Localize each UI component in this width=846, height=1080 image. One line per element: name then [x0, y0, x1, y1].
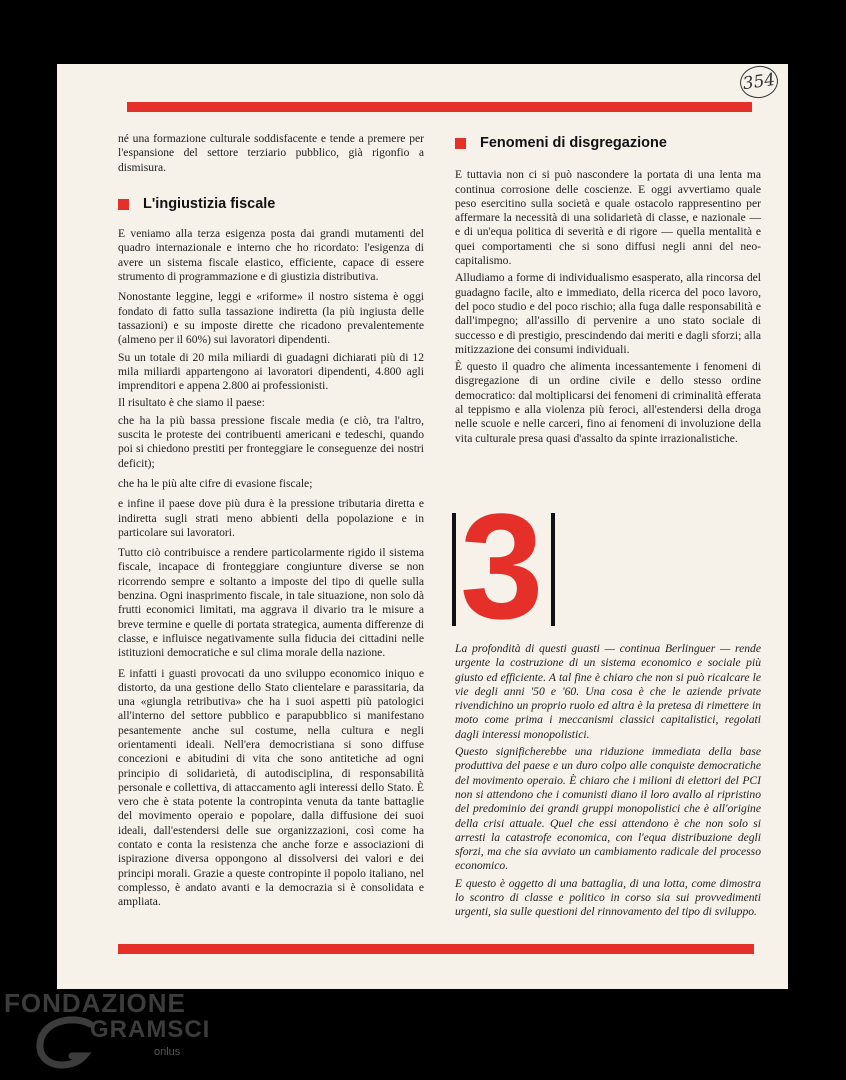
italic-paragraph: E questo è oggetto di una battaglia, di una lotta, come dimostra lo scontro di classe e politico in corso sia sui provvedimenti urgenti, sia sulle questioni del rinnovamento del tipo di sviluppo.	[455, 876, 761, 919]
paragraph: Nonostante leggine, leggi e «riforme» il nostro sistema è oggi fondato di fatto sulla tassazione indiretta (la più ingiusta delle tassazioni) e su imposte dirette che ricadono prevalentemente (almeno per il 60%) sui lavoratori dipendenti.	[118, 290, 424, 347]
paragraph: E infatti i guasti provocati da uno sviluppo economico iniquo e distorto, da una gestione dello Stato clientelare e parassitaria, da una «giungla retributiva» che ha i suoi aspetti più patologici all'interno del settore pubblico e parapubblico si manifestano pesantemente anche sul costume, nella cultura e negli orientamenti ideali. Nell'era democristiana si sono diffuse concezioni e abitudini di vita che sono antitetiche ad ogni principio di solidarietà, di autodisciplina, di responsabilità personale e collettiva, di attaccamento agli interessi dello Stato. È vero che è stata potente la contropinta venuta da tante battaglie del movimento operaio e popolare, dalla diffusione dei suoi ideali, dall'estendersi delle sue organizzazioni, così come ha contato e conta la resistenza che anche forze e associazioni di ispirazione diversa oppongono al dissolversi dei valori e dei principi morali. Grazie a queste contropinte il popolo italiano, nel complesso, è andato avanti e la democrazia si è consolidata e ampliata.	[118, 666, 424, 909]
italic-paragraph: Questo significherebbe una riduzione immediata della base produttiva del paese e un duro colpo alle conquiste democratiche del movimento operaio. È chiaro che i milioni di elettori del PCI non si attendono che i comunisti diano il loro avallo al ripristino del predominio dei grandi gruppi monopolistici che è all'origine della crisi attuale. Quel che essi attendono è che non solo si arresti la catastrofe economica, con l'equa distribuzione degli sforzi, ma che sia avviato un cambiamento radicale del processo economico.	[455, 745, 761, 873]
paragraph: Su un totale di 20 mila miliardi di guadagni dichiarati più di 12 mila miliardi appartengono ai lavoratori dipendenti, 4.800 agli imprenditori e appena 2.800 ai professionisti.	[118, 350, 424, 393]
paragraph: che ha le più alte cifre di evasione fiscale;	[118, 476, 313, 490]
chapter-number-block	[452, 482, 562, 650]
chapter-number-right-bar	[551, 513, 555, 626]
heading-square-icon	[455, 138, 466, 149]
logo-line-3: onlus	[154, 1046, 181, 1058]
section-heading-fiscal	[118, 197, 424, 211]
paragraph: E tuttavia non ci si può nascondere la portata di una lenta ma continua corrosione delle coscienze. E oggi avvertiamo quale peso esercitino sulla società e quale ostacolo rappresentino per affermare la necessità di una solidarietà di classe, e nazionale — e di un'equa politica di severità e di rigore — quella mentalità e quei comportamenti che si sono diffusi negli anni del neo-capitalismo.	[455, 168, 761, 268]
right-column	[455, 136, 761, 449]
page-number-annotation: 354	[738, 64, 780, 100]
chapter-number-left-bar	[452, 513, 456, 626]
paragraph: Il risultato è che siamo il paese:	[118, 396, 265, 410]
document-page	[57, 64, 788, 989]
section-heading-disgregation-label: Fenomeni di disgregazione	[480, 135, 667, 151]
paragraph: E veniamo alla terza esigenza posta dai grandi mutamenti del quadro internazionale e interno che ho ricordato: l'esigenza di avere un sistema fiscale elastico, efficiente, capace di essere strumento di programmazione e di giustizia distributiva.	[118, 227, 424, 284]
logo-line-2: GRAMSCI	[90, 1016, 211, 1043]
left-column	[118, 132, 424, 916]
left-intro-paragraph: né una formazione culturale soddisfacente e tende a premere per l'espansione del settore terziario pubblico, già rigonfio a dismisura.	[118, 132, 424, 174]
bottom-red-rule	[118, 944, 754, 954]
paragraph: Alludiamo a forme di individualismo esasperato, alla rincorsa del guadagno facile, alto e immediato, della ricerca del poco lavoro, del poco studio e del poco rischio; alla fuga dalle responsabilità e dall'impegno; all'assillo di pervenire a uno stato sociale di successo e di prestigio, prescindendo dai meriti e dagli sforzi; alla mitizzazione dei consumi individuali.	[455, 271, 761, 356]
italic-quote-block	[455, 642, 761, 923]
paragraph: che ha la più bassa pressione fiscale media (e ciò, tra l'altro, suscita le proteste dei contribuenti americani e tedeschi, quando poi si chiedono prestiti per fronteggiare le conseguenze dei nostri deficit);	[118, 413, 424, 470]
heading-square-icon	[118, 199, 129, 210]
logo-line-1: FONDAZIONE	[4, 988, 186, 1018]
paragraph: È questo il quadro che alimenta incessantemente i fenomeni di disgregazione di un ordine civile e dello stesso ordine democratico: dal moltiplicarsi dei fenomeni di criminalità efferata al teppismo e alla violenza più feroci, all'estendersi della droga nelle scuole e nelle carceri, fino ai fenomeni di involuzione della vita culturale presa quasi d'assalto da spinte irrazionalistiche.	[455, 360, 761, 445]
chapter-number: 3	[460, 482, 544, 650]
section-heading-fiscal-label: L'ingiustizia fiscale	[143, 195, 276, 212]
section-heading-disgregation	[455, 136, 761, 150]
paragraph: e infine il paese dove più dura è la pressione tributaria diretta e indiretta sugli strati meno abbienti della popolazione e in particolare sui lavoratori.	[118, 497, 424, 539]
fondazione-gramsci-logo	[4, 988, 224, 1078]
paragraph: Tutto ciò contribuisce a rendere particolarmente rigido il sistema fiscale, incapace di fronteggiare congiunture diverse se non ricorrendo sempre e soltanto a imposte del tipo di quelle sulla benzina. Ogni inasprimento fiscale, in tale situazione, non solo dà frutti economici limitati, ma aggrava il divario tra le misure a breve termine e quelle di portata strategica, aumenta differenze di classe, e influisce negativamente sulla fiducia dei cittadini nelle istituzioni democratiche e sul clima morale della nazione.	[118, 546, 424, 660]
top-red-rule	[127, 102, 752, 112]
italic-paragraph: La profondità di questi guasti — continua Berlinguer — rende urgente la costruzione di un sistema economico e sociale più giusto ed efficiente. A tal fine è chiaro che non si può ricalcare le vie degli anni '50 e '60. Una cosa è che le aziende private rivendichino un proprio ruolo ed altra è la pretesa di rimettere in moto come prima i meccanismi classici capitalistici, regolati dagli interessi monopolistici.	[455, 642, 761, 741]
